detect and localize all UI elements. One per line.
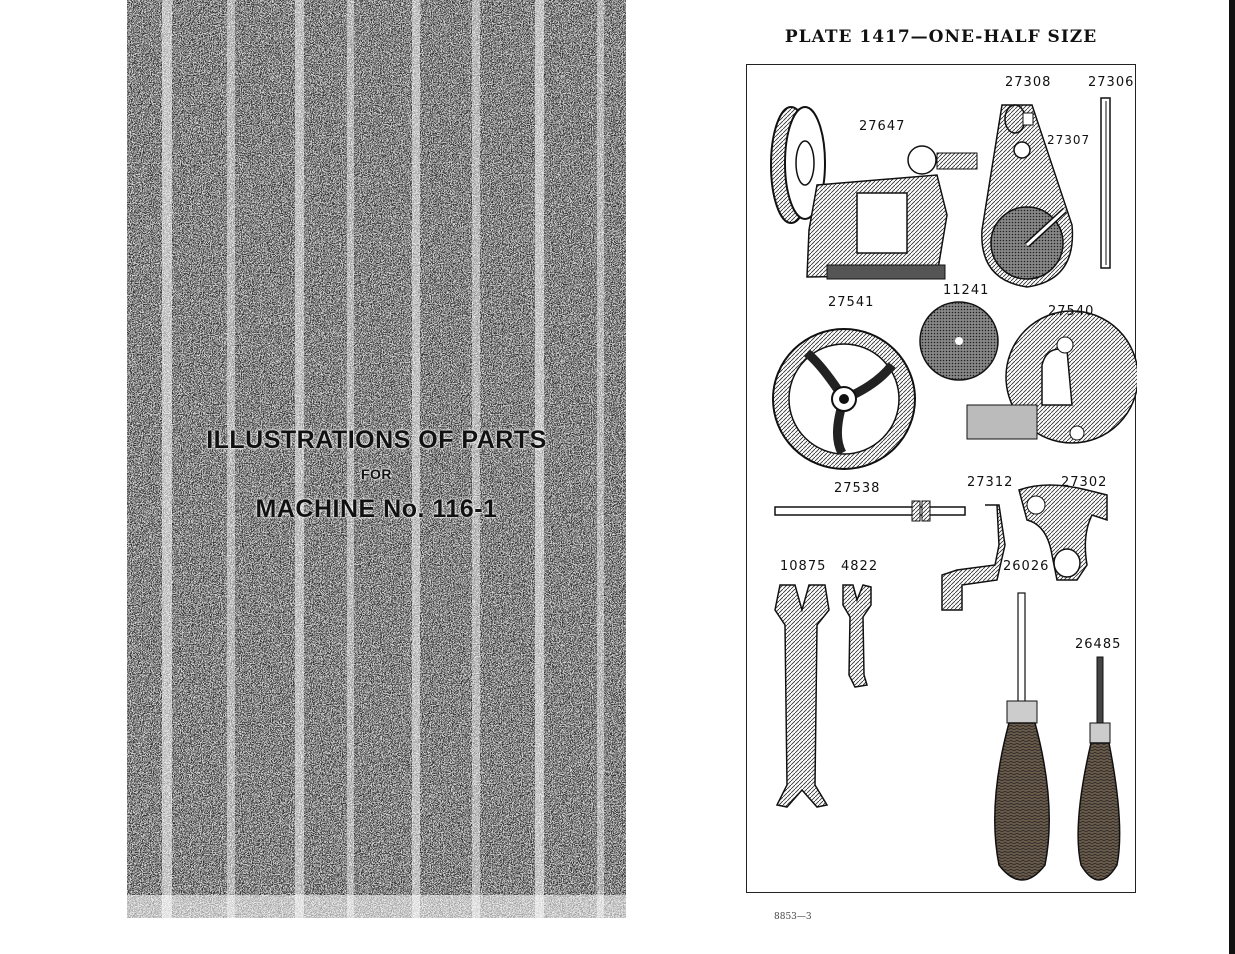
page-edge xyxy=(1229,0,1235,954)
small-screwdriver-icon xyxy=(1078,657,1120,880)
cover-machine-number: MACHINE No. 116-1 xyxy=(255,495,498,523)
hand-wheel-icon xyxy=(773,329,915,469)
footer-code: 8853—3 xyxy=(774,912,812,922)
part-number-10875: 10875 xyxy=(780,559,827,574)
part-number-27307: 27307 xyxy=(1047,133,1091,147)
small-wrench-icon xyxy=(843,585,871,687)
part-number-27540: 27540 xyxy=(1048,304,1095,319)
part-number-26026: 26026 xyxy=(1003,559,1050,574)
shaft-icon xyxy=(775,501,965,521)
felt-washer-icon xyxy=(920,302,998,380)
rod-icon xyxy=(1101,98,1110,268)
cover-title: ILLUSTRATIONS OF PARTS xyxy=(206,426,547,454)
bracket-icon xyxy=(942,505,1005,610)
part-number-27312: 27312 xyxy=(967,475,1014,490)
part-number-11241: 11241 xyxy=(943,283,990,298)
part-number-27302: 27302 xyxy=(1061,475,1108,490)
large-wrench-icon xyxy=(775,585,829,807)
part-number-27306: 27306 xyxy=(1088,75,1135,90)
part-number-27647: 27647 xyxy=(859,119,906,134)
part-number-27538: 27538 xyxy=(834,481,881,496)
part-number-27541: 27541 xyxy=(828,295,875,310)
cover-texture xyxy=(127,0,626,918)
cover-page xyxy=(127,0,626,918)
part-number-4822: 4822 xyxy=(841,559,879,574)
plate-title: PLATE 1417—ONE-HALF SIZE xyxy=(784,27,1098,47)
large-screwdriver-icon xyxy=(995,593,1049,880)
part-number-27308: 27308 xyxy=(1005,75,1052,90)
parts-plate xyxy=(746,64,1136,893)
cover-for-label: FOR xyxy=(360,466,393,482)
part-number-26485: 26485 xyxy=(1075,637,1122,652)
